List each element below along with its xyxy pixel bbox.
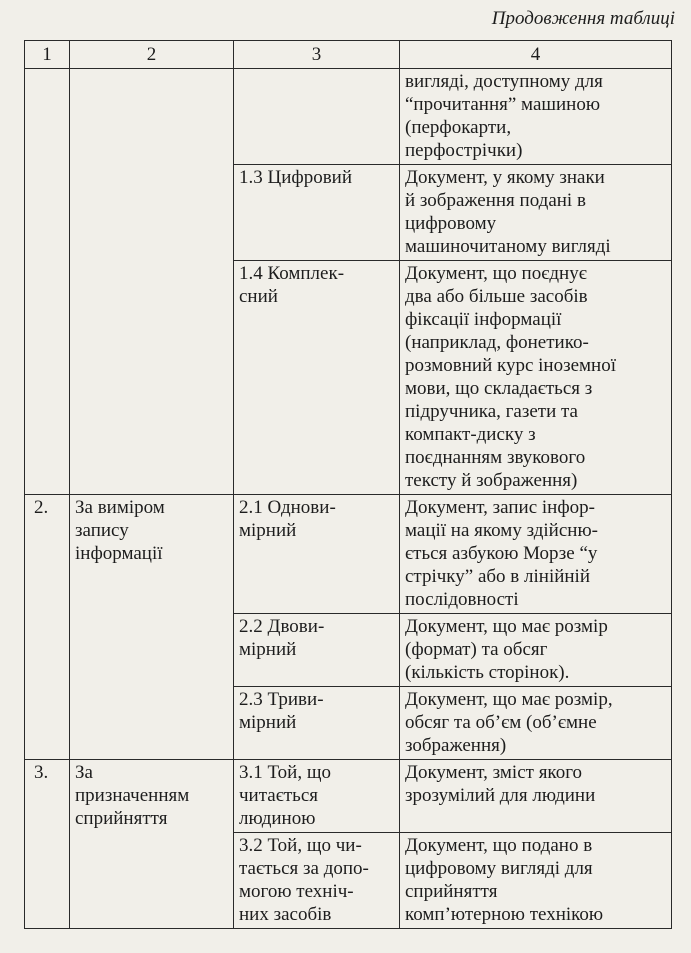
text-line: Документ, що поєднує [405,263,587,284]
text-line: зрозумілий для людини [405,785,596,806]
text-line: запису [75,520,129,541]
subtype-cell [234,687,400,760]
text-line: тається за допо- [239,858,369,879]
table-row [25,495,672,614]
text-line: стрічку” або в лінійній [405,566,591,587]
text-line: За [75,762,93,783]
description-cell [400,69,672,165]
text-line: компакт-диску з [405,424,536,445]
group-title-cell [70,69,234,495]
subtype-cell [234,165,400,261]
text-line: Документ, що має розмір, [405,689,613,710]
column-header: 1 [25,41,70,69]
group-number-cell [25,69,70,495]
text-line: мірний [239,639,297,660]
subtype-cell [234,760,400,833]
text-line: людиною [239,808,316,829]
text-line: поєднанням звукового [405,447,586,468]
text-line: Документ, що подано в [405,835,593,856]
text-line: вигляді, доступному для [405,71,603,92]
text-line: 1.4 Комплек- [239,263,345,284]
group-title-cell [70,495,234,760]
text-line: могою техніч- [239,881,354,902]
subtype-cell [234,261,400,495]
table-row [25,69,672,165]
text-line: цифровому [405,213,497,234]
text-line: 3.1 Той, що [239,762,331,783]
text-line: мови, що складається з [405,378,593,399]
text-line: мірний [239,520,297,541]
header-row [25,41,672,69]
text-line: 3.2 Той, що чи- [239,835,362,856]
description-cell [400,261,672,495]
text-line: зображення) [405,735,507,756]
table-row [25,760,672,833]
text-line: інформації [75,543,163,564]
text-line: Документ, запис інфор- [405,497,595,518]
text-line: 2.3 Триви- [239,689,324,710]
text-line: (кількість сторінок). [405,662,570,683]
text-line: (формат) та обсяг [405,639,548,660]
text-line: розмовний курс іноземної [405,355,616,376]
text-line: (наприклад, фонетико- [405,332,589,353]
subtype-cell [234,833,400,929]
text-line: (перфокарти, [405,117,512,138]
text-line: 2.2 Двови- [239,616,325,637]
text-line: ється азбукою Морзе “у [405,543,598,564]
text-line: сприйняття [75,808,168,829]
text-line: сний [239,286,278,307]
text-line: машиночитаному вигляді [405,236,611,257]
text-line: 2.1 Однови- [239,497,336,518]
text-line: Документ, зміст якого [405,762,583,783]
text-line: мації на якому здійсню- [405,520,598,541]
column-header: 3 [234,41,400,69]
description-cell [400,165,672,261]
description-cell [400,495,672,614]
text-line: читається [239,785,318,806]
text-line: призначенням [75,785,190,806]
text-line: й зображення подані в [405,190,586,211]
classification-table [24,40,672,929]
subtype-cell [234,614,400,687]
group-number-cell: 3. [25,760,70,929]
text-line: фіксації інформації [405,309,562,330]
subtype-cell [234,69,400,165]
text-line: мірний [239,712,297,733]
text-line: 1.3 Цифровий [239,167,353,188]
text-line: два або більше засобів [405,286,588,307]
text-line: Документ, у якому знаки [405,167,605,188]
column-header: 4 [400,41,672,69]
text-line: тексту й зображення) [405,470,578,491]
description-cell [400,760,672,833]
page-heading: Продовження таблиці [491,8,675,29]
text-line: Документ, що має розмір [405,616,608,637]
column-header: 2 [70,41,234,69]
description-cell [400,833,672,929]
description-cell [400,614,672,687]
text-line: них засобів [239,904,332,925]
text-line: перфострічки) [405,140,523,161]
text-line: послідовності [405,589,519,610]
text-line: комп’ютерною технікою [405,904,604,925]
text-line: підручника, газети та [405,401,578,422]
text-line: За виміром [75,497,165,518]
text-line: сприйняття [405,881,498,902]
description-cell [400,687,672,760]
group-number-cell: 2. [25,495,70,760]
text-line: цифровому вигляді для [405,858,593,879]
subtype-cell [234,495,400,614]
group-title-cell [70,760,234,929]
text-line: “прочитання” машиною [405,94,601,115]
text-line: обсяг та об’єм (об’ємне [405,712,597,733]
